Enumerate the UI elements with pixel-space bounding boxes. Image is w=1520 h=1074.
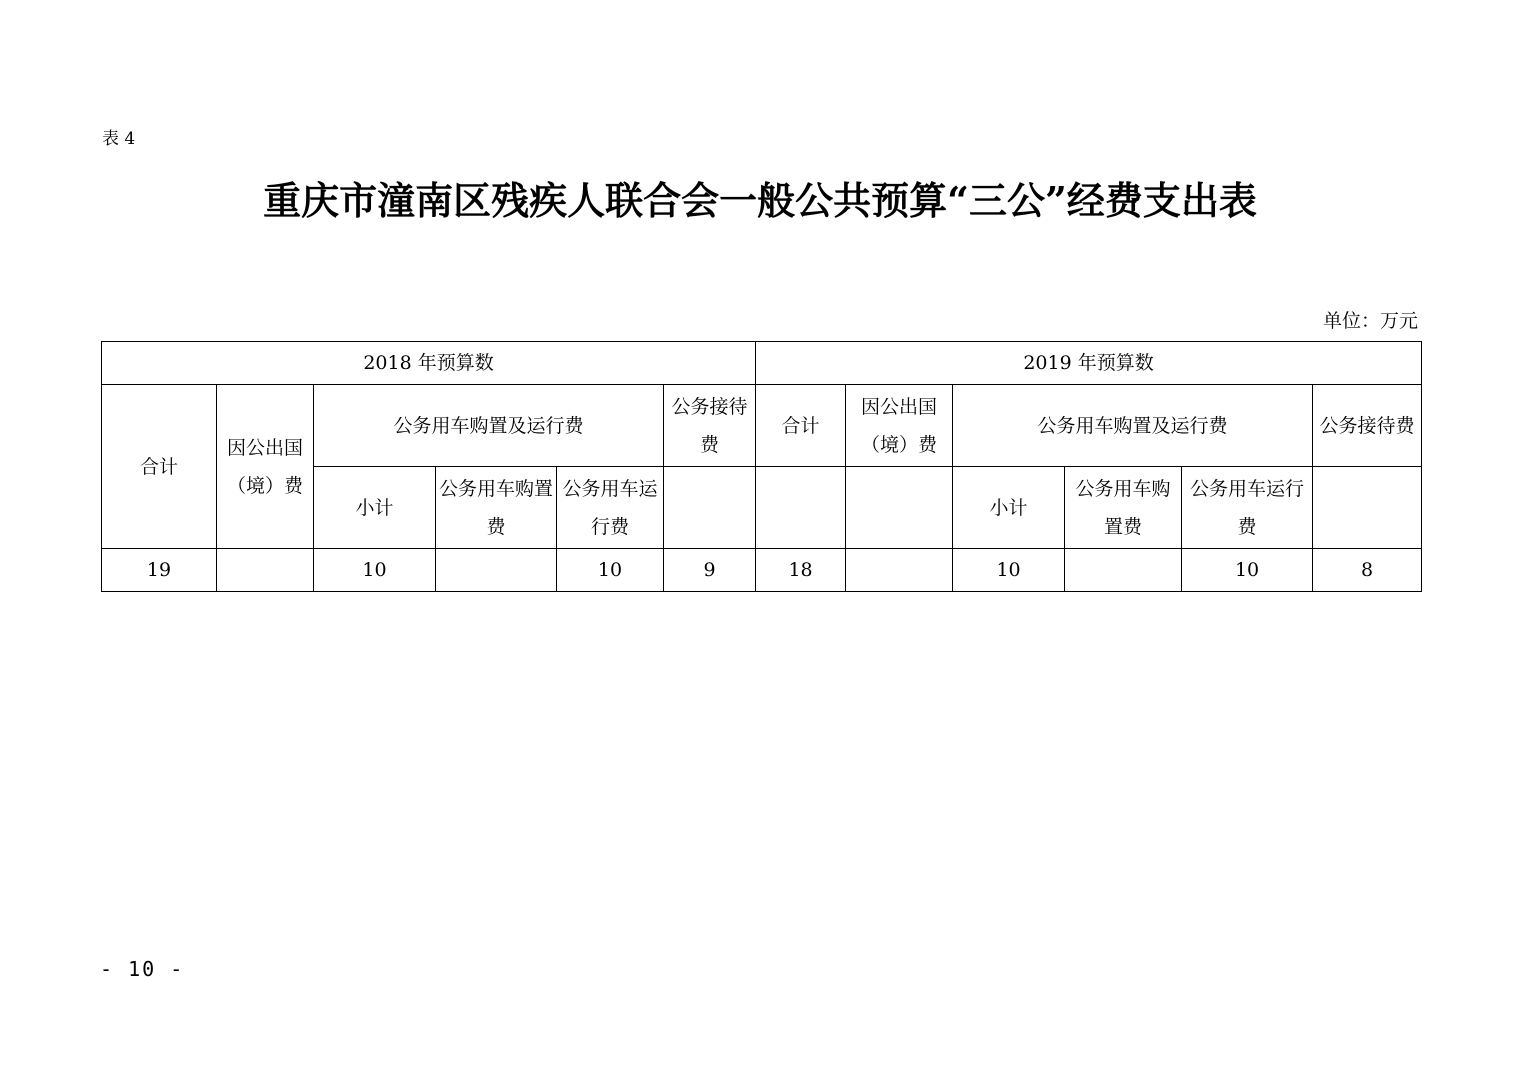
value-2019-abroad	[846, 549, 953, 592]
header-2019-vehicle-operation: 公务用车运行费	[1182, 467, 1313, 549]
header-2019-reception-empty	[1313, 467, 1422, 549]
value-2018-subtotal: 10	[314, 549, 436, 592]
table-label: 表 4	[102, 129, 136, 149]
header-2019-total: 合计	[756, 385, 846, 467]
header-2018-vehicle-operation: 公务用车运行费	[557, 467, 664, 549]
table-row	[102, 549, 1422, 592]
value-2018-vehicle-purchase	[436, 549, 557, 592]
value-2018-reception: 9	[664, 549, 756, 592]
header-2019-vehicle: 公务用车购置及运行费	[953, 385, 1313, 467]
page-number: - 10 -	[100, 957, 185, 981]
column-header-row-1	[102, 385, 1422, 467]
header-2019-vehicle-purchase: 公务用车购置费	[1065, 467, 1182, 549]
header-2018-reception: 公务接待费	[664, 385, 756, 467]
unit-label: 单位：万元	[1322, 310, 1418, 332]
year-2018-header: 2018 年预算数	[102, 342, 756, 385]
year-2019-header: 2019 年预算数	[756, 342, 1422, 385]
value-2018-total: 19	[102, 549, 217, 592]
value-2018-vehicle-operation: 10	[557, 549, 664, 592]
value-2019-reception: 8	[1313, 549, 1422, 592]
value-2019-vehicle-purchase	[1065, 549, 1182, 592]
header-2018-vehicle-purchase: 公务用车购置费	[436, 467, 557, 549]
document-title: 重庆市潼南区残疾人联合会一般公共预算“三公”经费支出表	[263, 178, 1257, 223]
header-2019-reception: 公务接待费	[1313, 385, 1422, 467]
header-2018-total: 合计	[102, 385, 217, 549]
value-2019-subtotal: 10	[953, 549, 1065, 592]
header-2018-reception-empty	[664, 467, 756, 549]
header-2019-total-empty	[756, 467, 846, 549]
header-2019-abroad-empty	[846, 467, 953, 549]
header-2018-vehicle: 公务用车购置及运行费	[314, 385, 664, 467]
value-2018-abroad	[217, 549, 314, 592]
header-2018-abroad: 因公出国（境）费	[217, 385, 314, 549]
header-2019-subtotal: 小计	[953, 467, 1065, 549]
header-2018-subtotal: 小计	[314, 467, 436, 549]
budget-table	[101, 341, 1422, 592]
value-2019-total: 18	[756, 549, 846, 592]
header-2019-abroad: 因公出国（境）费	[846, 385, 953, 467]
value-2019-vehicle-operation: 10	[1182, 549, 1313, 592]
year-header-row	[102, 342, 1422, 385]
